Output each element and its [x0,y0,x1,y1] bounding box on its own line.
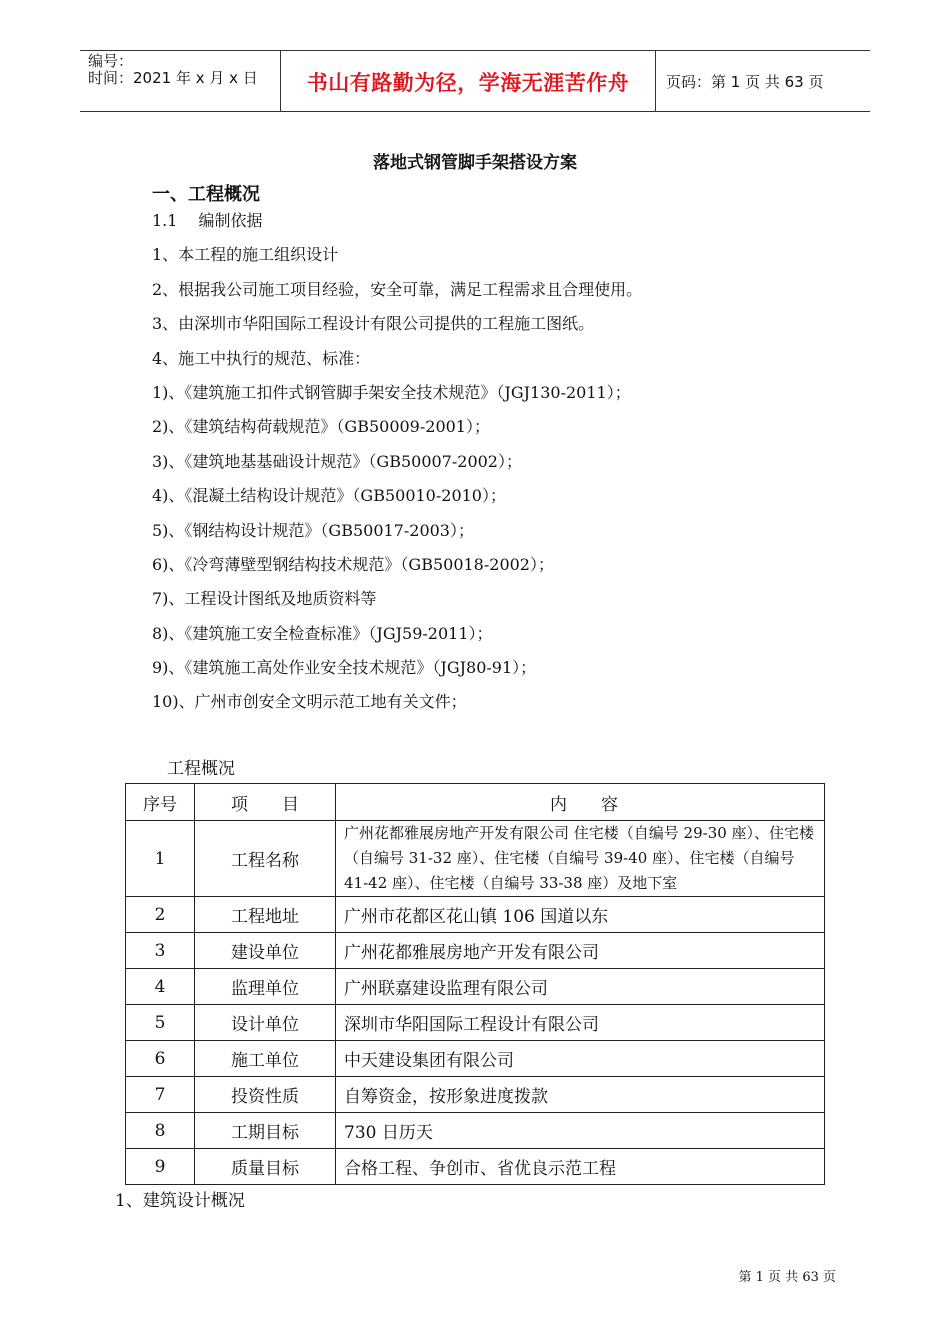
cell-content: 广州市花都区花山镇 106 国道以东 [336,897,825,933]
cell-content: 广州联嘉建设监理有限公司 [336,969,825,1005]
cell-content: 自筹资金，按形象进度拨款 [336,1077,825,1113]
list-item: 10)、广州市创安全文明示范工地有关文件； [152,692,467,712]
header-page-number: 页码：第 1 页 共 63 页 [666,73,824,91]
cell-no: 4 [126,969,195,1005]
list-item: 5)、《钢结构设计规范》（GB50017-2003）； [152,520,474,540]
cell-no: 9 [126,1149,195,1185]
cell-item: 设计单位 [195,1005,336,1041]
cell-no: 3 [126,933,195,969]
table-row [126,1005,825,1041]
cell-content: 合格工程、争创市、省优良示范工程 [336,1149,825,1185]
list-item: 2、根据我公司施工项目经验，安全可靠，满足工程需求且合理使用。 [152,279,643,299]
list-item: 3)、《建筑地基基础设计规范》（GB50007-2002）； [152,451,522,471]
subsection-heading: 1、建筑设计概况 [115,1191,245,1211]
cell-item: 质量目标 [195,1149,336,1185]
list-item: 6)、《冷弯薄壁型钢结构技术规范》（GB50018-2002）； [152,554,554,574]
cell-content: 广州花都雅展房地产开发有限公司 住宅楼（自编号 29-30 座）、住宅楼（自编号 31-32 座）、住宅楼（自编号 39-40 座）、住宅楼（自编号 41-42 座）、住宅楼（自编号 33-38 座）及地下室 [336,821,825,897]
cell-content: 730 日历天 [336,1113,825,1149]
table-row [126,897,825,933]
document-number-label: 编号： [88,52,134,70]
cell-item: 工程名称 [195,821,336,897]
column-header-no: 序号 [126,784,195,821]
table-row [126,1149,825,1185]
table-row [126,1077,825,1113]
table-row [126,1041,825,1077]
project-overview-table [125,783,825,1185]
cell-content: 深圳市华阳国际工程设计有限公司 [336,1005,825,1041]
cell-item: 工期目标 [195,1113,336,1149]
cell-no: 2 [126,897,195,933]
header-motto: 书山有路勤为径，学海无涯苦作舟 [306,71,630,95]
column-header-content: 内 容 [336,784,825,821]
footer-page-number: 第 1 页 共 63 页 [738,1270,836,1285]
cell-content: 中天建设集团有限公司 [336,1041,825,1077]
table-header-row [126,784,825,821]
list-item: 1、本工程的施工组织设计 [152,245,339,265]
cell-item: 建设单位 [195,933,336,969]
cell-no: 7 [126,1077,195,1113]
list-item: 7)、工程设计图纸及地质资料等 [152,589,377,609]
table-row [126,1113,825,1149]
document-date-label: 时间：2021 年 x 月 x 日 [88,69,258,87]
header-divider [655,51,656,111]
cell-no: 8 [126,1113,195,1149]
document-title: 落地式钢管脚手架搭设方案 [373,153,577,173]
cell-no: 1 [126,821,195,897]
table-caption: 工程概况 [167,759,235,779]
table-row [126,821,825,897]
list-item: 2)、《建筑结构荷载规范》（GB50009-2001）； [152,417,490,437]
page-header [80,50,870,112]
table-row [126,933,825,969]
list-item: 4)、《混凝土结构设计规范》（GB50010-2010）； [152,486,506,506]
column-header-item: 项 目 [195,784,336,821]
cell-item: 监理单位 [195,969,336,1005]
list-item: 3、由深圳市华阳国际工程设计有限公司提供的工程施工图纸。 [152,314,595,334]
list-item: 1.1 编制依据 [152,211,263,230]
cell-no: 6 [126,1041,195,1077]
header-meta [88,53,258,87]
list-item: 9)、《建筑施工高处作业安全技术规范》（JGJ80-91）； [152,658,537,678]
cell-content: 广州花都雅展房地产开发有限公司 [336,933,825,969]
list-item: 1)、《建筑施工扣件式钢管脚手架安全技术规范》（JGJ130-2011）； [152,382,631,402]
cell-item: 施工单位 [195,1041,336,1077]
section-heading: 一、工程概况 [152,184,260,205]
cell-no: 5 [126,1005,195,1041]
table-row [126,969,825,1005]
list-item: 4、施工中执行的规范、标准： [152,348,371,368]
basis-list [152,204,642,720]
list-item: 8)、《建筑施工安全检查标准》（JGJ59-2011）； [152,623,493,643]
cell-item: 工程地址 [195,897,336,933]
cell-item: 投资性质 [195,1077,336,1113]
